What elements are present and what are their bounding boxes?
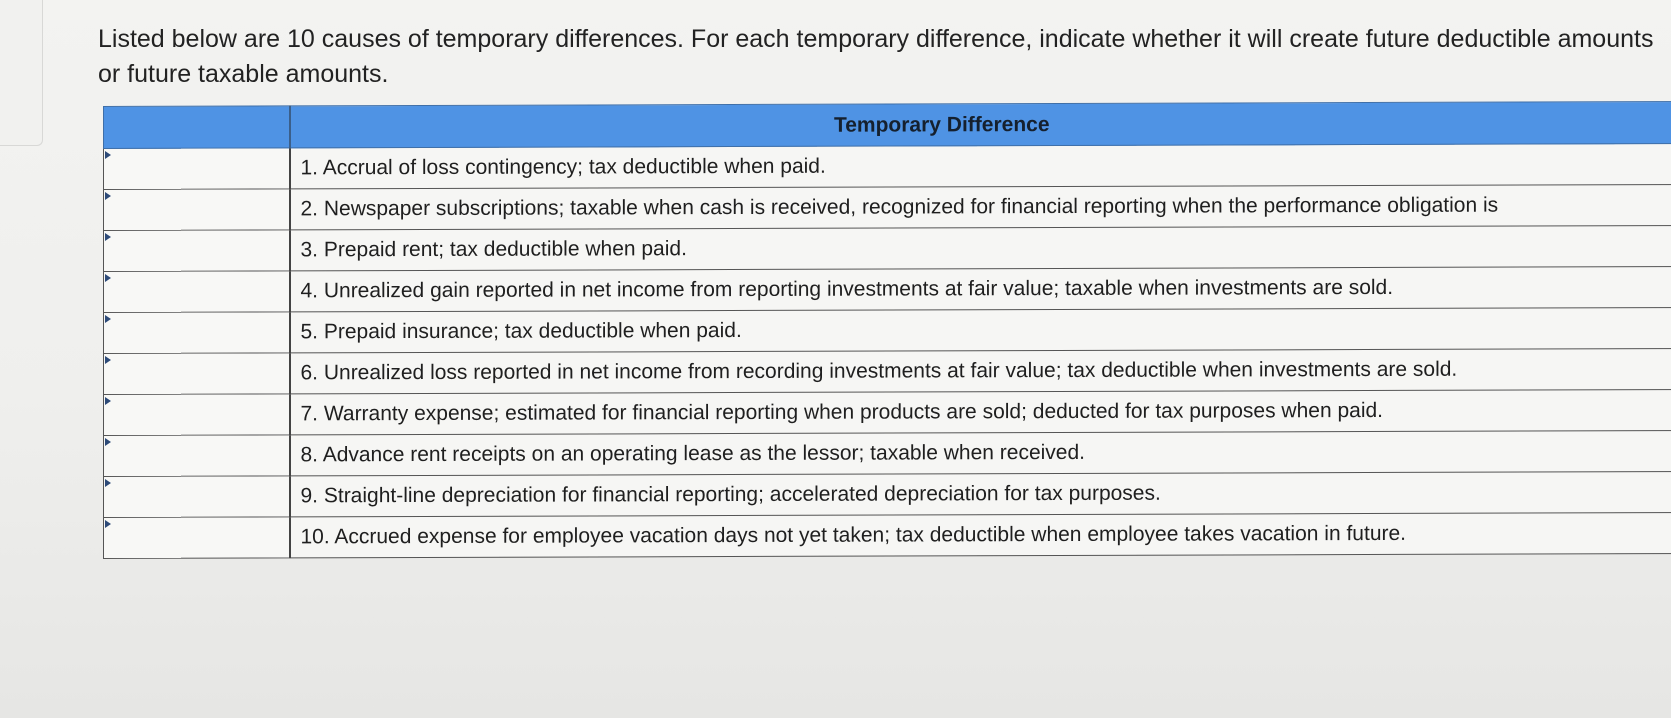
temporary-difference-4: 4. Unrealized gain reported in net income from reporting investments at fair value; taxable when investments are sold. [290,266,1671,311]
table-row [104,389,1671,435]
answer-dropdown-5[interactable] [104,312,289,353]
temporary-difference-header-label: Temporary Difference [833,112,1050,137]
temporary-difference-6: 6. Unrealized loss reported in net income from recording investments at fair value; tax deductible when investments are sold. [290,348,1671,393]
answer-dropdown-6[interactable] [104,353,289,394]
table-header-row [104,101,1671,148]
temporary-difference-table [103,101,1671,559]
table-row [104,225,1671,271]
answer-cell-6 [104,353,290,395]
answer-cell-2 [104,189,290,231]
temporary-difference-10: 10. Accrued expense for employee vacation days not yet taken; tax deductible when employee takes vacation in future. [290,512,1671,557]
table-row [104,348,1671,394]
temporary-difference-5: 5. Prepaid insurance; tax deductible when paid. [290,307,1671,352]
answer-dropdown-7[interactable] [104,394,289,435]
answer-dropdown-3[interactable] [104,230,289,271]
question-instructions: Listed below are 10 causes of temporary differences. For each temporary difference, indicate whether it will create future deductible amounts or future taxable amounts. [98,25,1654,88]
answer-cell-8 [104,435,290,477]
answer-dropdown-9[interactable] [104,476,289,517]
temporary-difference-2: 2. Newspaper subscriptions; taxable when cash is received, recognized for financial reporting when the performance obligation is [290,184,1671,229]
table-row [104,471,1671,517]
temporary-difference-3: 3. Prepaid rent; tax deductible when paid. [290,225,1671,270]
answer-cell-9 [104,476,290,518]
temporary-difference-9: 9. Straight-line depreciation for financial reporting; accelerated depreciation for tax purposes. [290,471,1671,516]
answer-cell-7 [104,394,290,436]
temporary-difference-8: 8. Advance rent receipts on an operating lease as the lessor; taxable when received. [290,430,1671,475]
table-row [104,184,1671,230]
table-row [104,307,1671,353]
answer-cell-5 [104,312,290,354]
background-panel-edge [0,0,43,146]
answer-column-header [104,106,290,149]
answer-dropdown-2[interactable] [104,189,289,230]
temporary-difference-column-header [290,101,1671,147]
table-row [104,430,1671,476]
answer-dropdown-8[interactable] [104,435,289,476]
answer-dropdown-10[interactable] [104,517,289,558]
answer-cell-3 [104,230,290,272]
answer-cell-1 [104,148,290,190]
temporary-difference-7: 7. Warranty expense; estimated for financial reporting when products are sold; deducted for tax purposes when paid. [290,389,1671,434]
temporary-difference-table-container [103,101,1671,559]
table-row [104,266,1671,312]
answer-cell-4 [104,271,290,313]
temporary-difference-1: 1. Accrual of loss contingency; tax deductible when paid. [290,143,1671,188]
table-row [104,512,1671,558]
table-row [104,143,1671,189]
answer-dropdown-4[interactable] [104,271,289,312]
answer-cell-10 [104,517,290,559]
answer-dropdown-1[interactable] [104,148,289,189]
